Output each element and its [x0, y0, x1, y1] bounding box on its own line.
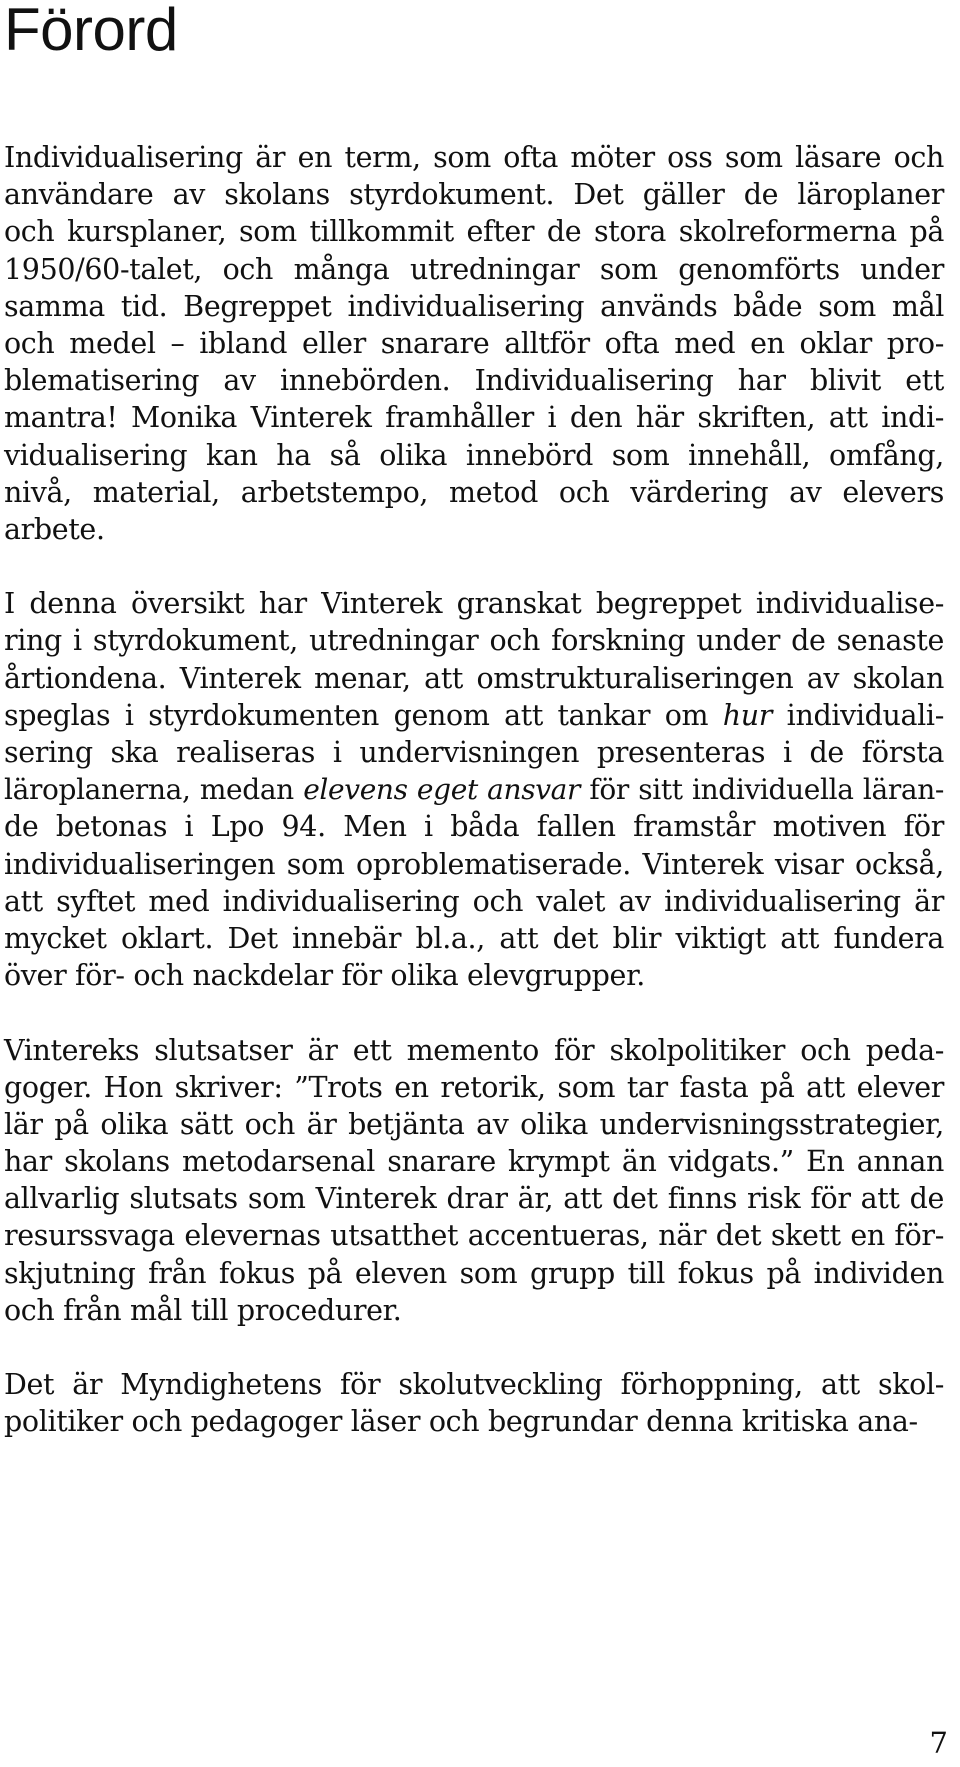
text-segment: ring i styrdokument, utredningar och forskning under de senaste: [4, 624, 944, 658]
text-line: [4, 660, 944, 697]
text-line: [4, 622, 944, 659]
text-line: [4, 697, 944, 734]
text-line: [4, 957, 944, 994]
text-segment: att syftet med individualisering och valet av individualisering är: [4, 884, 944, 918]
text-segment: skjutning från fokus på eleven som grupp till fokus på individen: [4, 1256, 944, 1290]
text-segment: läroplanerna, medan: [4, 773, 304, 807]
text-line: [4, 399, 944, 436]
paragraph: [4, 1032, 944, 1330]
text-line: [4, 771, 944, 808]
text-line: [4, 920, 944, 957]
text-line: [4, 585, 944, 622]
text-line: [4, 1292, 944, 1329]
text-segment: och från mål till procedurer.: [4, 1293, 402, 1327]
text-line: [4, 176, 944, 213]
text-segment: de betonas i Lpo 94. Men i båda fallen framstår motiven för: [4, 810, 944, 844]
text-line: [4, 1106, 944, 1143]
text-line: [4, 1403, 944, 1440]
paragraph-gap: [4, 1329, 944, 1366]
text-line: [4, 734, 944, 771]
text-segment: nivå, material, arbetstempo, metod och värdering av elevers: [4, 475, 944, 509]
text-segment: årtiondena. Vinterek menar, att omstrukturaliseringen av skolan: [4, 661, 944, 695]
italic-text: elevens eget ansvar: [303, 773, 581, 807]
text-line: [4, 1143, 944, 1180]
paragraph: [4, 585, 944, 994]
paragraph: [4, 1366, 944, 1440]
text-segment: för sitt individuella läran-: [580, 773, 944, 807]
text-segment: 1950/60-talet, och många utredningar som genomförts under: [4, 252, 944, 286]
text-line: [4, 139, 944, 176]
text-line: [4, 325, 944, 362]
text-segment: individuali-: [772, 698, 944, 732]
text-line: [4, 846, 944, 883]
text-segment: Vintereks slutsatser är ett memento för skolpolitiker och peda-: [4, 1033, 944, 1067]
text-segment: goger. Hon skriver: ”Trots en retorik, som tar fasta på att elever: [4, 1070, 944, 1104]
text-line: [4, 288, 944, 325]
text-line: [4, 1032, 944, 1069]
text-line: [4, 1217, 944, 1254]
text-segment: allvarlig slutsats som Vinterek drar är, att det finns risk för att de: [4, 1182, 944, 1216]
text-segment: vidualisering kan ha så olika innebörd som innehåll, omfång,: [4, 438, 944, 472]
text-segment: speglas i styrdokumenten genom att tankar om: [4, 698, 723, 732]
paragraph: [4, 139, 944, 548]
text-segment: Det är Myndighetens för skolutveckling förhoppning, att skol-: [4, 1368, 944, 1402]
page-number: 7: [929, 1726, 948, 1760]
italic-text: hur: [722, 698, 773, 732]
text-segment: Individualisering är en term, som ofta möter oss som läsare och: [4, 141, 944, 174]
text-line: [4, 1180, 944, 1217]
text-segment: arbete.: [4, 512, 105, 546]
text-segment: och kursplaner, som tillkommit efter de stora skolreformerna på: [4, 215, 944, 249]
text-segment: blematisering av innebörden. Individualisering har blivit ett: [4, 364, 944, 398]
body-text: [4, 139, 944, 1441]
text-segment: politiker och pedagoger läser och begrundar denna kritiska ana-: [4, 1405, 918, 1439]
text-line: [4, 251, 944, 288]
paragraph-gap: [4, 994, 944, 1031]
text-segment: har skolans metodarsenal snarare krympt än vidgats.” En annan: [4, 1145, 944, 1179]
text-line: [4, 1069, 944, 1106]
text-segment: mantra! Monika Vinterek framhåller i den här skriften, att indi-: [4, 401, 944, 435]
text-line: [4, 437, 944, 474]
text-segment: sering ska realiseras i undervisningen presenteras i de första: [4, 736, 944, 769]
text-line: [4, 474, 944, 511]
text-segment: över för- och nackdelar för olika elevgrupper.: [4, 959, 645, 993]
text-line: [4, 511, 944, 548]
text-line: [4, 362, 944, 399]
text-line: [4, 808, 944, 845]
text-line: [4, 883, 944, 920]
text-segment: samma tid. Begreppet individualisering används både som mål: [4, 289, 944, 323]
text-segment: individualiseringen som oproblematiserade. Vinterek visar också,: [4, 847, 944, 881]
text-segment: I denna översikt har Vinterek granskat begreppet individualise-: [4, 587, 944, 621]
text-line: [4, 1366, 944, 1403]
text-segment: och medel – ibland eller snarare alltför ofta med en oklar pro-: [4, 326, 944, 360]
paragraph-gap: [4, 548, 944, 585]
text-segment: användare av skolans styrdokument. Det gäller de läroplaner: [4, 178, 944, 212]
text-segment: resurssvaga elevernas utsatthet accentueras, när det skett en för-: [4, 1219, 944, 1253]
text-segment: mycket oklart. Det innebär bl.a., att det blir viktigt att fundera: [4, 921, 944, 955]
text-line: [4, 213, 944, 250]
text-line: [4, 1255, 944, 1292]
text-segment: lär på olika sätt och är betjänta av olika undervisningsstrategier,: [4, 1107, 944, 1141]
page-title: Förord: [4, 0, 178, 63]
